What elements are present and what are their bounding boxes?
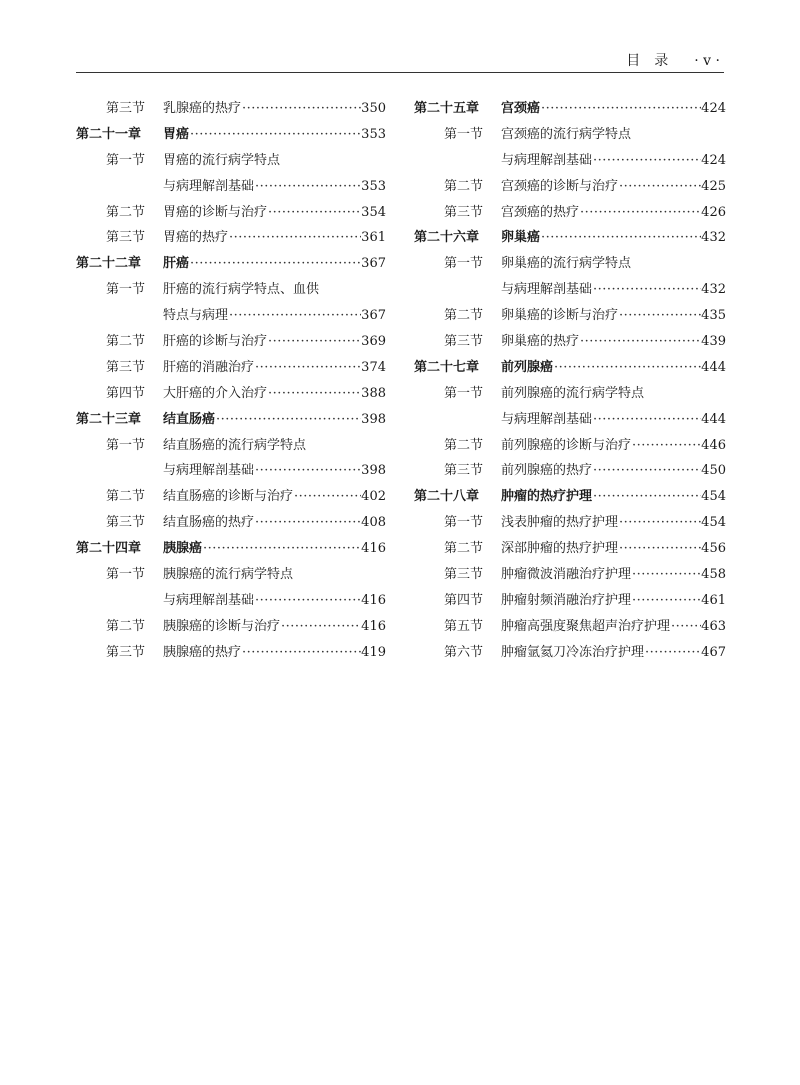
toc-chapter-row[interactable]	[76, 251, 386, 277]
header-title: 目 录	[626, 53, 669, 69]
section-number: 第二节	[106, 618, 146, 634]
section-title: 浅表肿瘤的热疗护理	[501, 515, 619, 531]
section-title: 卵巢癌的热疗	[501, 334, 580, 350]
toc-entry	[501, 458, 726, 484]
toc-section-row[interactable]	[76, 562, 386, 588]
section-title: 大肝癌的介入治疗	[163, 385, 268, 401]
chapter-number: 第二十七章	[414, 359, 480, 375]
page-number: 408	[361, 515, 386, 531]
toc-entry	[163, 614, 386, 640]
dot-leader	[579, 200, 701, 226]
toc-entry	[501, 407, 726, 433]
toc-entry	[163, 588, 386, 614]
toc-entry	[163, 225, 386, 251]
toc-continuation-row[interactable]	[414, 148, 726, 174]
toc-section-row[interactable]	[76, 381, 386, 407]
toc-section-row[interactable]	[76, 225, 386, 251]
toc-entry	[501, 381, 726, 407]
section-number: 第四节	[444, 592, 484, 608]
toc-section-row[interactable]	[414, 174, 726, 200]
toc-entry	[501, 510, 726, 536]
chapter-number: 第二十一章	[76, 126, 142, 142]
toc-section-row[interactable]	[76, 510, 386, 536]
page-number: 439	[701, 334, 726, 350]
page-number: 444	[701, 359, 726, 375]
dot-leader	[215, 407, 361, 433]
toc-entry	[163, 381, 386, 407]
toc-entry	[501, 614, 726, 640]
toc-entry	[501, 433, 726, 459]
toc-continuation-row[interactable]	[76, 458, 386, 484]
dot-leader	[618, 536, 701, 562]
toc-entry	[501, 200, 726, 226]
toc-section-row[interactable]	[76, 614, 386, 640]
toc-entry	[163, 640, 386, 666]
toc-entry	[501, 96, 726, 122]
section-title: 前列腺癌的热疗	[501, 463, 593, 479]
section-title: 与病理解剖基础	[501, 282, 593, 298]
toc-entry	[501, 355, 726, 381]
toc-section-row[interactable]	[76, 355, 386, 381]
page-number: 435	[701, 308, 726, 324]
section-title: 与病理解剖基础	[163, 463, 255, 479]
section-title: 宫颈癌的流行病学特点	[501, 126, 632, 142]
dot-leader	[579, 329, 701, 355]
section-number: 第一节	[106, 567, 146, 583]
toc-chapter-row[interactable]	[414, 225, 726, 251]
toc-entry	[501, 329, 726, 355]
toc-entry	[501, 640, 726, 666]
page-number: 454	[701, 489, 726, 505]
section-number: 第二节	[106, 204, 146, 220]
section-title: 特点与病理	[163, 308, 229, 324]
dot-leader	[592, 458, 701, 484]
section-title: 结直肠癌的诊断与治疗	[163, 489, 294, 505]
section-title: 宫颈癌的诊断与治疗	[501, 178, 619, 194]
section-number: 第一节	[106, 282, 146, 298]
section-number: 第三节	[444, 463, 484, 479]
page-number: 446	[701, 437, 726, 453]
section-number: 第二节	[444, 437, 484, 453]
page-number: 444	[701, 411, 726, 427]
toc-continuation-row[interactable]	[414, 407, 726, 433]
section-title: 胃癌的流行病学特点	[163, 152, 281, 168]
dot-leader	[631, 588, 701, 614]
page-number: 454	[701, 515, 726, 531]
toc-continuation-row[interactable]	[414, 277, 726, 303]
page-number: 432	[701, 230, 726, 246]
page-number: 416	[361, 618, 386, 634]
section-title: 肿瘤射频消融治疗护理	[501, 592, 632, 608]
section-number: 第二节	[106, 334, 146, 350]
page-number: 425	[701, 178, 726, 194]
dot-leader	[631, 433, 701, 459]
page-number: 350	[361, 101, 386, 116]
page-number: 461	[701, 592, 726, 608]
chapter-number: 第二十三章	[76, 411, 142, 427]
section-title: 与病理解剖基础	[163, 178, 255, 194]
toc-entry	[163, 174, 386, 200]
dot-leader	[592, 484, 701, 510]
toc-entry	[163, 277, 386, 303]
toc-left-column	[76, 96, 386, 666]
toc-chapter-row[interactable]	[76, 122, 386, 148]
dot-leader	[280, 614, 361, 640]
chapter-number: 第二十六章	[414, 230, 480, 246]
toc-entry	[501, 588, 726, 614]
page-number: 353	[361, 178, 386, 194]
toc-section-row[interactable]	[76, 640, 386, 666]
toc-section-row[interactable]	[414, 562, 726, 588]
chapter-title: 结直肠癌	[163, 411, 216, 427]
toc-section-row[interactable]	[76, 200, 386, 226]
chapter-title: 胃癌	[163, 126, 190, 142]
toc-section-row[interactable]	[76, 433, 386, 459]
toc-chapter-row[interactable]	[414, 484, 726, 510]
section-number: 第三节	[106, 359, 146, 375]
dot-leader	[540, 96, 701, 122]
toc-section-row[interactable]	[414, 536, 726, 562]
toc-section-row[interactable]	[414, 329, 726, 355]
toc-entry	[163, 303, 386, 329]
toc-entry	[501, 122, 726, 148]
toc-section-row[interactable]	[414, 588, 726, 614]
section-title: 胰腺癌的诊断与治疗	[163, 618, 281, 634]
page-number: 416	[361, 541, 386, 557]
section-number: 第三节	[106, 101, 146, 116]
dot-leader	[189, 122, 361, 148]
section-number: 第三节	[444, 334, 484, 350]
toc-section-row[interactable]	[76, 484, 386, 510]
dot-leader	[644, 640, 701, 666]
toc-entry	[163, 329, 386, 355]
page-number: 402	[361, 489, 386, 505]
page-number: 456	[701, 541, 726, 557]
section-title: 前列腺癌的流行病学特点	[501, 385, 645, 401]
section-title: 宫颈癌的热疗	[501, 204, 580, 220]
dot-leader	[670, 614, 701, 640]
toc-section-row[interactable]	[414, 251, 726, 277]
section-number: 第四节	[106, 385, 146, 401]
chapter-title: 胰腺癌	[163, 541, 203, 557]
toc-section-row[interactable]	[76, 329, 386, 355]
chapter-title: 前列腺癌	[501, 359, 554, 375]
section-title: 肝癌的消融治疗	[163, 359, 255, 375]
page-number: 354	[361, 204, 386, 220]
toc-section-row[interactable]	[414, 303, 726, 329]
dot-leader	[267, 381, 361, 407]
page-number: 424	[701, 101, 726, 116]
section-title: 卵巢癌的流行病学特点	[501, 256, 632, 272]
dot-leader	[618, 510, 701, 536]
section-title: 与病理解剖基础	[501, 152, 593, 168]
dot-leader	[189, 251, 361, 277]
toc-right-column	[414, 96, 726, 666]
toc-section-row[interactable]	[414, 122, 726, 148]
toc-entry	[501, 251, 726, 277]
toc-entry	[163, 122, 386, 148]
toc-entry	[501, 174, 726, 200]
section-number: 第三节	[106, 515, 146, 531]
toc-section-row[interactable]	[414, 433, 726, 459]
chapter-number: 第二十四章	[76, 541, 142, 557]
toc-section-row[interactable]	[414, 640, 726, 666]
dot-leader	[293, 484, 361, 510]
page-number: 416	[361, 592, 386, 608]
toc-entry	[163, 536, 386, 562]
toc-entry	[163, 407, 386, 433]
chapter-number: 第二十二章	[76, 256, 142, 272]
toc-entry	[163, 458, 386, 484]
chapter-title: 肝癌	[163, 256, 190, 272]
page-number: 426	[701, 204, 726, 220]
section-title: 胰腺癌的热疗	[163, 644, 242, 660]
toc-section-row[interactable]	[414, 458, 726, 484]
section-title: 乳腺癌的热疗	[163, 101, 242, 116]
toc-section-row[interactable]	[76, 277, 386, 303]
dot-leader	[592, 407, 701, 433]
page-marker: · v ·	[694, 53, 720, 69]
toc-continuation-row[interactable]	[76, 303, 386, 329]
section-title: 卵巢癌的诊断与治疗	[501, 308, 619, 324]
section-title: 肿瘤高强度聚焦超声治疗护理	[501, 618, 671, 634]
toc-section-row[interactable]	[414, 200, 726, 226]
section-title: 胰腺癌的流行病学特点	[163, 567, 294, 583]
toc-entry	[501, 148, 726, 174]
toc-section-row[interactable]	[76, 148, 386, 174]
dot-leader	[254, 588, 361, 614]
toc-chapter-row[interactable]	[76, 536, 386, 562]
toc-entry	[163, 484, 386, 510]
section-number: 第六节	[444, 644, 484, 660]
section-number: 第一节	[106, 437, 146, 453]
page-number: 353	[361, 126, 386, 142]
section-number: 第一节	[106, 152, 146, 168]
section-number: 第一节	[444, 126, 484, 142]
chapter-title: 卵巢癌	[501, 230, 541, 246]
page-number: 398	[361, 411, 386, 427]
page-number: 374	[361, 359, 386, 375]
dot-leader	[631, 562, 701, 588]
toc-entry	[163, 510, 386, 536]
section-number: 第三节	[106, 230, 146, 246]
toc-entry	[163, 562, 386, 588]
page-number: 450	[701, 463, 726, 479]
section-number: 第五节	[444, 618, 484, 634]
toc-entry	[163, 148, 386, 174]
section-title: 肝癌的诊断与治疗	[163, 334, 268, 350]
dot-leader	[540, 225, 701, 251]
page-number: 458	[701, 567, 726, 583]
section-number: 第二节	[444, 308, 484, 324]
section-number: 第三节	[106, 644, 146, 660]
page-number: 367	[361, 308, 386, 324]
toc-entry	[501, 562, 726, 588]
toc-entry	[163, 251, 386, 277]
page-number: 419	[361, 644, 386, 660]
dot-leader	[228, 303, 361, 329]
chapter-number: 第二十五章	[414, 101, 480, 116]
section-number: 第一节	[444, 385, 484, 401]
page-number: 432	[701, 282, 726, 298]
toc-entry	[501, 536, 726, 562]
toc-section-row[interactable]	[414, 614, 726, 640]
dot-leader	[553, 355, 701, 381]
section-title: 肿瘤微波消融治疗护理	[501, 567, 632, 583]
page-number: 424	[701, 152, 726, 168]
section-title: 结直肠癌的热疗	[163, 515, 255, 531]
toc-section-row[interactable]	[414, 510, 726, 536]
dot-leader	[254, 510, 361, 536]
toc-chapter-row[interactable]	[414, 355, 726, 381]
dot-leader	[254, 355, 361, 381]
toc-continuation-row[interactable]	[76, 174, 386, 200]
page-number: 369	[361, 334, 386, 350]
dot-leader	[267, 200, 361, 226]
section-title: 肝癌的流行病学特点、血供	[163, 282, 320, 298]
dot-leader	[241, 640, 361, 666]
dot-leader	[254, 174, 361, 200]
dot-leader	[228, 225, 361, 251]
section-title: 前列腺癌的诊断与治疗	[501, 437, 632, 453]
dot-leader	[592, 277, 701, 303]
toc-chapter-row[interactable]	[414, 96, 726, 122]
toc-entry	[163, 200, 386, 226]
chapter-title: 宫颈癌	[501, 101, 541, 116]
page-number: 361	[361, 230, 386, 246]
chapter-number: 第二十八章	[414, 489, 480, 505]
toc-entry	[501, 484, 726, 510]
section-title: 深部肿瘤的热疗护理	[501, 541, 619, 557]
section-number: 第三节	[444, 567, 484, 583]
section-title: 与病理解剖基础	[163, 592, 255, 608]
toc-entry	[501, 277, 726, 303]
dot-leader	[267, 329, 361, 355]
toc-entry	[163, 433, 386, 459]
toc-continuation-row[interactable]	[76, 588, 386, 614]
page-number: 467	[701, 644, 726, 660]
section-number: 第二节	[444, 178, 484, 194]
dot-leader	[254, 458, 361, 484]
toc-entry	[501, 225, 726, 251]
section-number: 第二节	[444, 541, 484, 557]
section-title: 肿瘤氩氦刀冷冻治疗护理	[501, 644, 645, 660]
page-number: 398	[361, 463, 386, 479]
dot-leader	[618, 303, 701, 329]
toc-section-row[interactable]	[76, 96, 386, 122]
header-text	[626, 50, 720, 70]
section-number: 第一节	[444, 515, 484, 531]
section-title: 胃癌的诊断与治疗	[163, 204, 268, 220]
toc-entry	[501, 303, 726, 329]
dot-leader	[241, 96, 361, 122]
toc-section-row[interactable]	[414, 381, 726, 407]
chapter-title: 肿瘤的热疗护理	[501, 489, 593, 505]
toc-entry	[163, 355, 386, 381]
section-number: 第一节	[444, 256, 484, 272]
section-title: 与病理解剖基础	[501, 411, 593, 427]
toc-entry	[163, 96, 386, 122]
dot-leader	[618, 174, 701, 200]
section-title: 胃癌的热疗	[163, 230, 229, 246]
page-number: 367	[361, 256, 386, 272]
section-number: 第二节	[106, 489, 146, 505]
dot-leader	[592, 148, 701, 174]
section-number: 第三节	[444, 204, 484, 220]
page-number: 463	[701, 618, 726, 634]
dot-leader	[202, 536, 361, 562]
page-header	[76, 40, 724, 73]
section-title: 结直肠癌的流行病学特点	[163, 437, 307, 453]
page-number: 388	[361, 385, 386, 401]
toc-chapter-row[interactable]	[76, 407, 386, 433]
